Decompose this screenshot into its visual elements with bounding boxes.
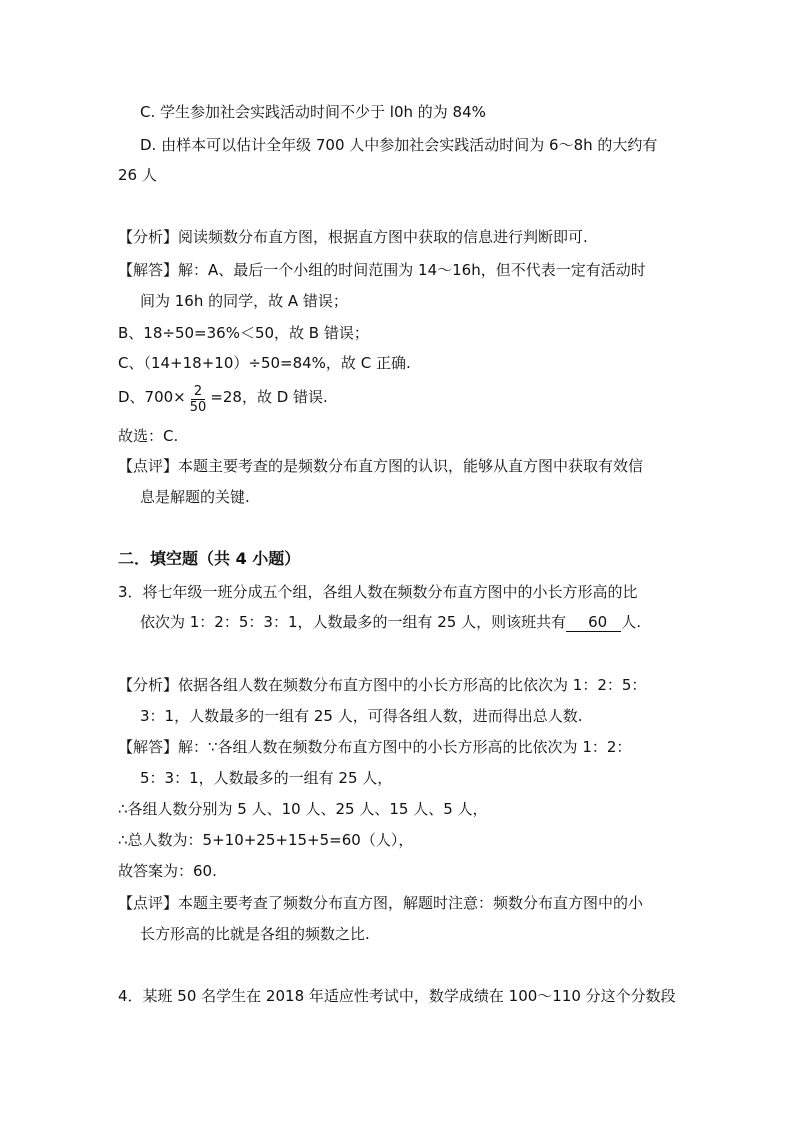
q3-stem-2-pre: 依次为 1：2：5：3：1，人数最多的一组有 25 人，则该班共有 xyxy=(140,613,567,631)
q3-solution-tag: 【解答】 xyxy=(118,738,179,756)
solution xyxy=(118,260,646,280)
analysis-tag: 【分析】 xyxy=(118,228,179,246)
solution-d xyxy=(118,382,328,413)
q3-solution-1: 解：∵各组人数在频数分布直方图中的小长方形高的比依次为 1：2： xyxy=(178,738,632,756)
comment-line-2: 息是解题的关键. xyxy=(140,488,250,506)
q3-solution-4: ∴总人数为：5+10+25+15+5=60（人）， xyxy=(118,831,414,849)
q3-comment xyxy=(118,893,643,913)
comment xyxy=(118,456,643,476)
q3-stem-2 xyxy=(140,612,641,632)
comment-tag: 【点评】 xyxy=(118,457,179,475)
q3-stem-2-post: 人. xyxy=(621,613,641,631)
q3-analysis-2: 3：1，人数最多的一组有 25 人，可得各组人数，进而得出总人数. xyxy=(140,707,583,725)
solution-d-post: =28，故 D 错误. xyxy=(210,388,328,406)
option-c: C. 学生参加社会实践活动时间不少于 l0h 的为 84% xyxy=(140,103,486,121)
choice: 故选：C. xyxy=(118,427,179,445)
q3-analysis-tag: 【分析】 xyxy=(118,676,179,694)
q3-stem-1: 3．将七年级一班分成五个组，各组人数在频数分布直方图中的小长方形高的比 xyxy=(118,583,638,601)
answer-blank: 60 xyxy=(566,613,621,632)
comment-line-1: 本题主要考查的是频数分布直方图的认识，能够从直方图中获取有效信 xyxy=(178,457,644,475)
question-4-stem: 4．某班 50 名学生在 2018 年适应性考试中，数学成绩在 100～110 分这个分数段 xyxy=(118,987,676,1005)
solution-d-pre: D、700× xyxy=(118,388,186,406)
option-d: D. 由样本可以估计全年级 700 人中参加社会实践活动时间为 6～8h 的大约有 xyxy=(140,136,658,154)
q3-solution-3: ∴各组人数分别为 5 人、10 人、25 人、15 人、5 人， xyxy=(118,800,488,818)
q3-final: 故答案为：60. xyxy=(118,862,217,880)
fraction-numerator: 2 xyxy=(191,384,205,400)
fraction xyxy=(187,384,210,415)
q3-comment-tag: 【点评】 xyxy=(118,894,179,912)
solution-b: B、18÷50=36%＜50，故 B 错误； xyxy=(118,324,369,342)
solution-line-1: 解：A、最后一个小组的时间范围为 14～16h，但不代表一定有活动时 xyxy=(178,261,646,279)
q3-comment-2: 长方形高的比就是各组的频数之比. xyxy=(140,925,370,943)
analysis-text: 阅读频数分布直方图，根据直方图中获取的信息进行判断即可. xyxy=(178,228,588,246)
solution-c: C、（14+18+10）÷50=84%，故 C 正确. xyxy=(118,354,411,372)
solution-tag: 【解答】 xyxy=(118,261,179,279)
section-title: 二．填空题（共 4 小题） xyxy=(118,549,301,568)
q3-analysis-1: 依据各组人数在频数分布直方图中的小长方形高的比依次为 1：2：5： xyxy=(178,676,647,694)
analysis xyxy=(118,227,588,247)
fraction-denominator: 50 xyxy=(189,400,207,415)
q3-comment-1: 本题主要考查了频数分布直方图，解题时注意：频数分布直方图中的小 xyxy=(178,894,644,912)
q3-analysis xyxy=(118,675,646,695)
solution-line-2: 间为 16h 的同学，故 A 错误； xyxy=(140,292,348,310)
q3-solution-2: 5：3：1，人数最多的一组有 25 人， xyxy=(140,769,393,787)
q3-solution xyxy=(118,737,631,757)
option-d-cont: 26 人 xyxy=(118,166,157,184)
